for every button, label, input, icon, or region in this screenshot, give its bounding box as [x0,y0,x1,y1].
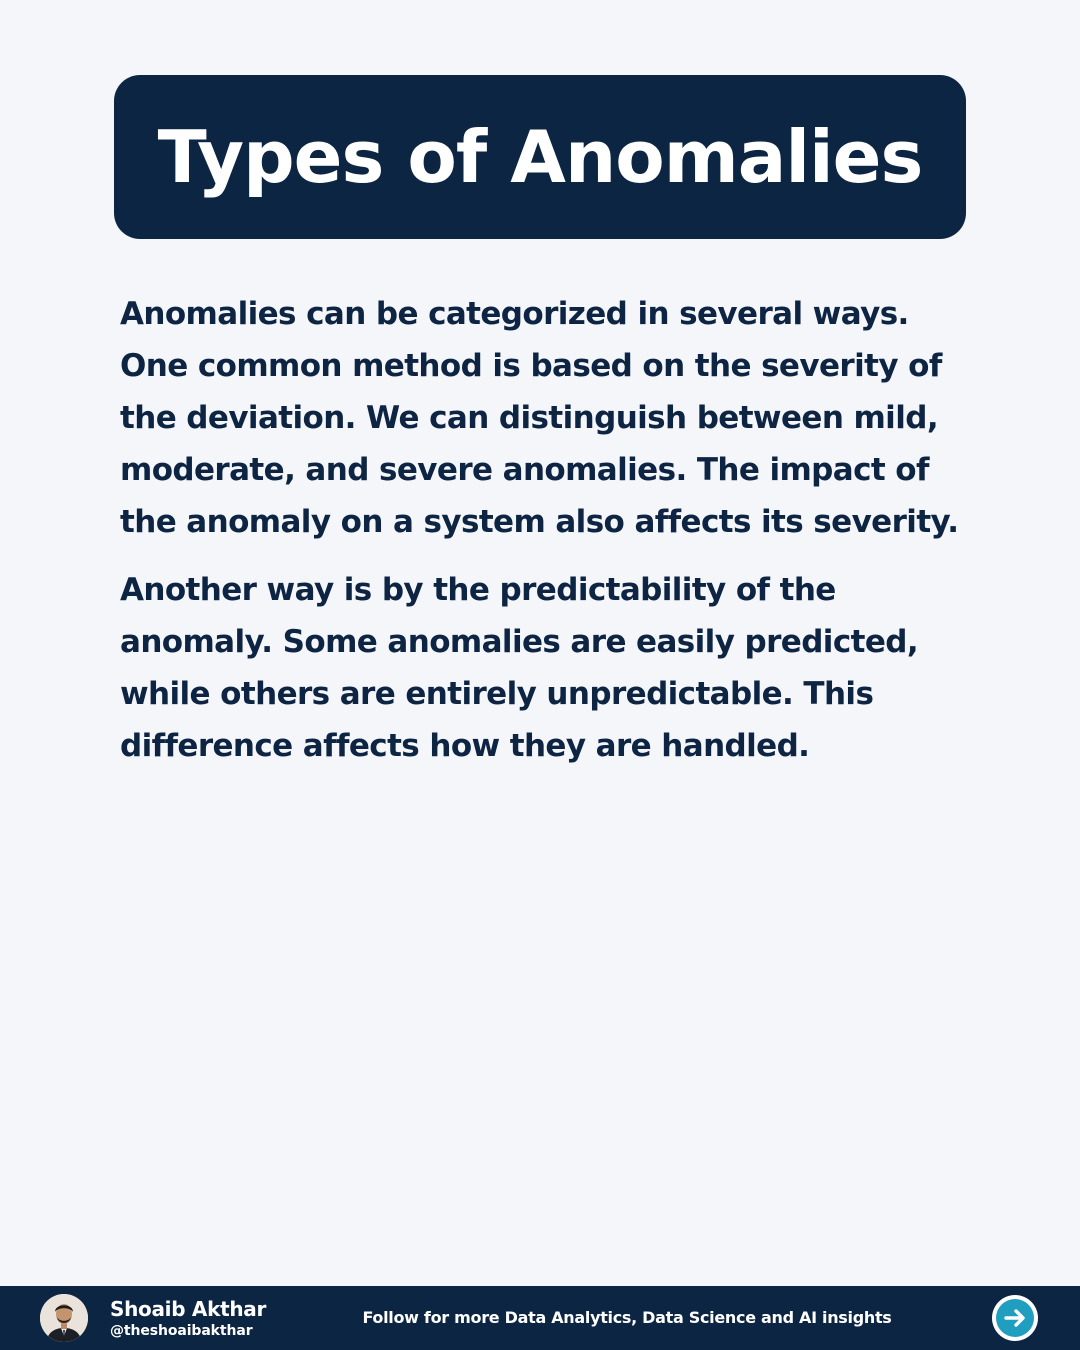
next-button-circle [996,1299,1034,1337]
paragraph: Anomalies can be categorized in several ways. One common method is based on the severity of the deviation. We can distinguish between mild, moderate, and severe anomalies. The impact of the anomaly on a system also affects its severity. [120,296,959,540]
footer-bar [0,1286,1080,1350]
paragraph: Another way is by the predictability of the anomaly. Some anomalies are easily predicted, while others are entirely unpredictable. This difference affects how they are handled. [120,572,919,764]
body-content [120,288,960,788]
author-name: Shoaib Akthar [110,1297,267,1321]
follow-message: Follow for more Data Analytics, Data Science and AI insights [362,1308,892,1327]
next-slide-button[interactable] [992,1295,1038,1341]
author-handle[interactable]: @theshoaibakthar [110,1323,253,1339]
person-portrait-icon [40,1294,88,1342]
page-title: Types of Anomalies [157,115,923,199]
arrow-right-icon [1002,1305,1028,1331]
avatar[interactable] [40,1294,88,1342]
title-banner [114,75,966,239]
